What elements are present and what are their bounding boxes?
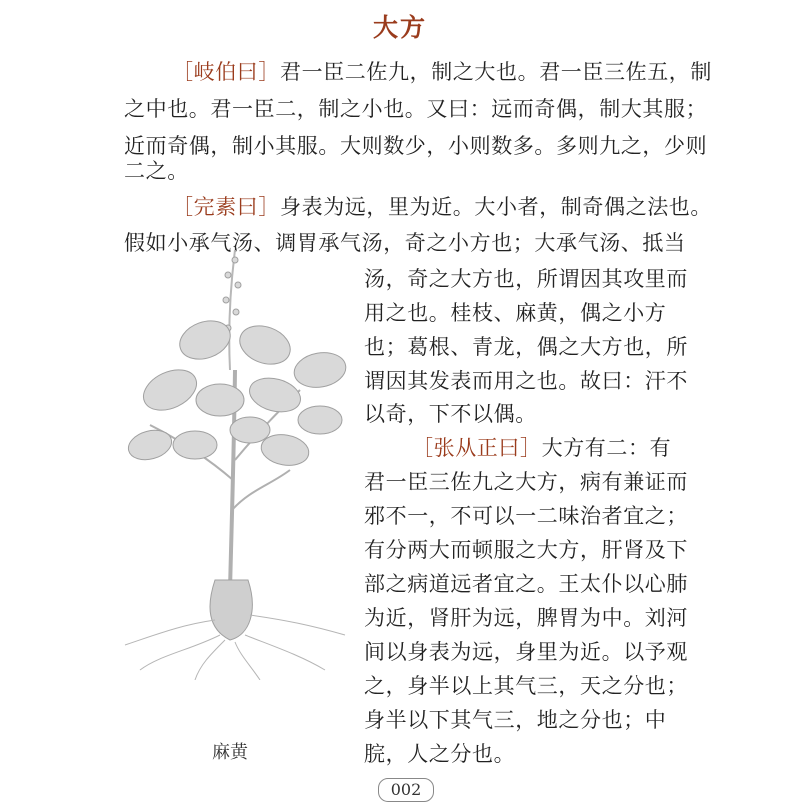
paragraph-line: 之，身半以上其气三，天之分也； [364,674,688,698]
paragraph-line: 也；葛根、青龙，偶之大方也，所 [364,335,688,359]
text-span: 身表为远，里为近。大小者，制奇偶之法也。 [280,195,712,219]
paragraph-line: 假如小承气汤、调胃承气汤，奇之小方也；大承气汤、抵当 [124,231,686,255]
paragraph-line [172,193,712,221]
paragraph-line: 谓因其发表而用之也。故曰：汗不 [364,369,688,393]
page-number: 002 [378,778,434,802]
paragraph-line: 有分两大而顿服之大方，肝肾及下 [364,538,688,562]
paragraph-line: 脘，人之分也。 [364,742,516,766]
paragraph-line: 邪不一，不可以一二味治者宜之； [364,504,688,528]
paragraph-line [412,434,671,462]
paragraph-line: 汤，奇之大方也，所谓因其攻里而 [364,267,688,291]
paragraph-line: 用之也。桂枝、麻黄，偶之小方 [364,301,667,325]
paragraph-line: 之中也。君一臣二，制之小也。又曰：远而奇偶，制大其服； [124,97,708,121]
paragraph-line: 以奇，下不以偶。 [364,402,537,426]
paragraph-line: 君一臣三佐九之大方，病有兼证而 [364,470,688,494]
paragraph-line: 为近，肾肝为远，脾胃为中。刘河 [364,606,688,630]
speaker-tag-zhangcongzheng: ［张从正曰］ [412,436,542,460]
paragraph-line: 间以身表为远，身里为近。以予观 [364,640,688,664]
speaker-tag-wansu: ［完素曰］ [172,195,280,219]
ephedra-plant-icon [110,250,360,680]
paragraph-line: 部之病道远者宜之。王太仆以心肺 [364,572,688,596]
paragraph-line: 近而奇偶，制小其服。大则数少，小则数多。多则九之，少则 [124,134,708,158]
speaker-tag-qibo: ［岐伯曰］ [172,60,280,84]
text-span: 大方有二：有 [541,436,672,460]
paragraph-line [172,58,712,86]
paragraph-line: 身半以下其气三，地之分也；中 [364,708,667,732]
illustration-caption: 麻黄 [212,742,248,763]
paragraph-line: 二之。 [124,159,189,183]
text-span: 君一臣二佐九，制之大也。君一臣三佐五，制 [280,60,712,84]
page-title: 大方 [372,13,427,42]
